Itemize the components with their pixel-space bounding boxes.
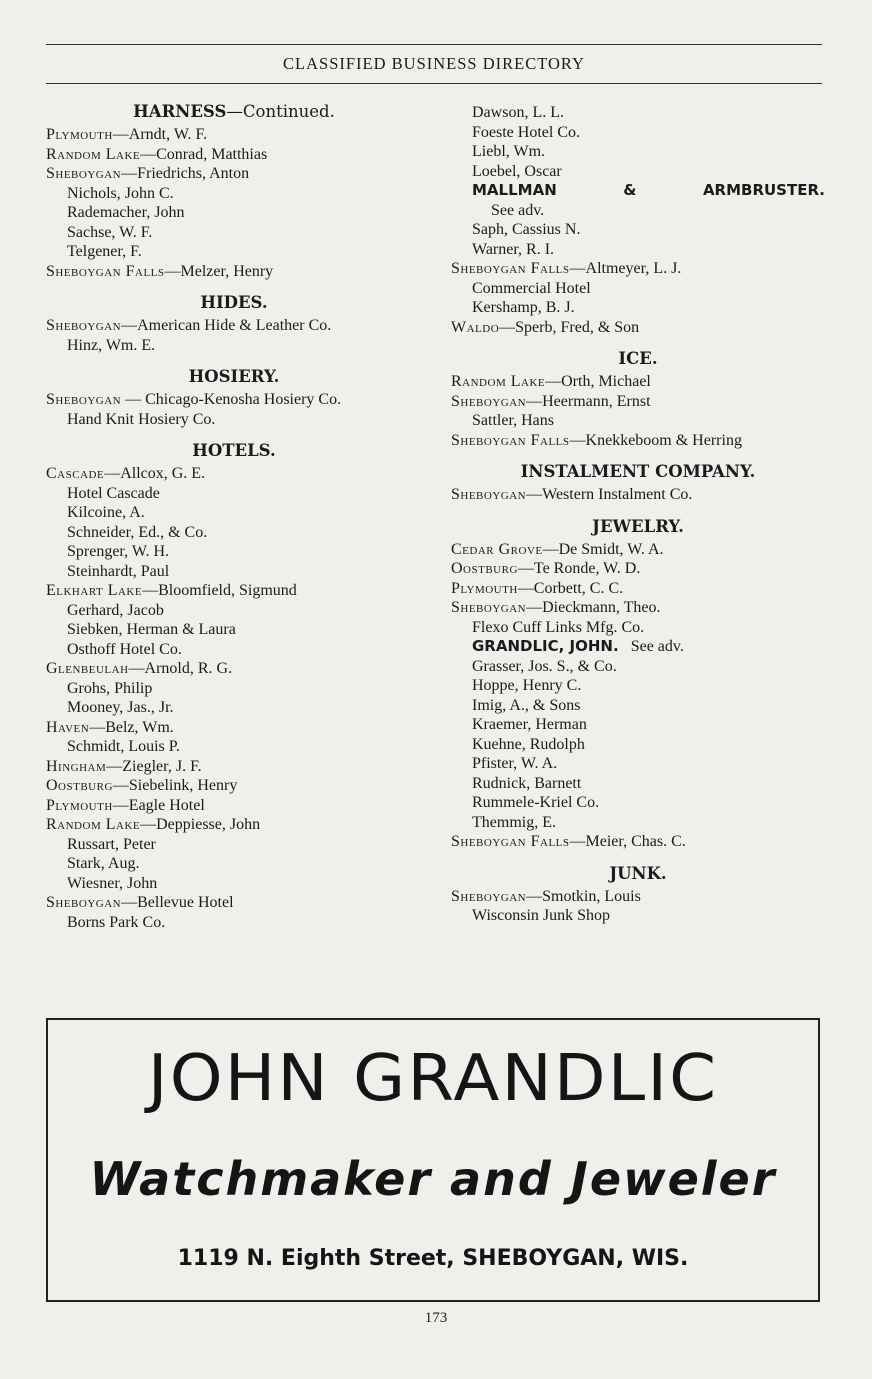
list-item: Random Lake—Orth, Michael — [451, 373, 651, 390]
section-heading-harness: HARNESS—Continued. — [133, 102, 335, 121]
list-item: Commercial Hotel — [472, 279, 591, 297]
section-heading-jewelry: JEWELRY. — [592, 516, 684, 536]
list-item: Sheboygan—Heermann, Ernst — [451, 392, 651, 410]
list-item: Telgener, F. — [67, 243, 142, 260]
list-item: Stark, Aug. — [67, 855, 140, 872]
list-item: Sattler, Hans — [472, 412, 555, 429]
list-item: Sheboygan—Friedrichs, Anton — [46, 165, 250, 182]
list-item: Kraemer, Herman — [472, 716, 587, 733]
list-item: Grasser, Jos. S., & Co. — [472, 657, 617, 675]
list-item: See adv. — [491, 201, 545, 219]
list-item: Plymouth—Corbett, C. C. — [451, 579, 624, 597]
list-item: Elkhart Lake—Bloomfield, Sigmund — [46, 582, 297, 599]
list-item: Osthoff Hotel Co. — [67, 640, 182, 658]
list-item: GRANDLIC, JOHN. See adv. — [472, 637, 684, 655]
list-item: Sachse, W. F. — [67, 223, 153, 241]
list-item: Hand Knit Hosiery Co. — [67, 410, 216, 428]
list-item: Rudnick, Barnett — [472, 774, 582, 792]
list-item: Grohs, Philip — [67, 679, 153, 697]
list-item: Russart, Peter — [67, 835, 156, 853]
list-item: Hinz, Wm. E. — [67, 336, 156, 354]
ad-address: 1119 N. Eighth Street, SHEBOYGAN, WIS. — [177, 1246, 689, 1271]
ad-business-name: JOHN GRANDLIC — [147, 1042, 719, 1116]
list-item: Sheboygan—Smotkin, Louis — [451, 887, 641, 905]
list-item: Liebl, Wm. — [472, 143, 546, 160]
list-item: Random Lake—Deppiesse, John — [46, 816, 261, 833]
list-item: MALLMAN & ARMBRUSTER. — [472, 181, 825, 199]
list-item: Plymouth—Eagle Hotel — [46, 796, 205, 814]
list-item: Schmidt, Louis P. — [67, 738, 180, 755]
list-item: Sprenger, W. H. — [67, 543, 170, 560]
list-item: Sheboygan—Bellevue Hotel — [46, 894, 234, 911]
list-item: Imig, A., & Sons — [472, 696, 581, 714]
list-item: Warner, R. I. — [472, 240, 555, 258]
section-heading-hosiery: HOSIERY. — [188, 367, 280, 386]
list-item: Borns Park Co. — [67, 913, 166, 931]
page-header: CLASSIFIED BUSINESS DIRECTORY — [46, 44, 822, 84]
advertisement-box — [46, 1018, 820, 1302]
list-item: Cedar Grove—De Smidt, W. A. — [451, 540, 664, 558]
section-heading-hotels: HOTELS. — [192, 441, 276, 460]
list-item: Schneider, Ed., & Co. — [67, 523, 208, 541]
right-column — [451, 100, 825, 926]
section-heading-ice: ICE. — [618, 349, 658, 368]
list-item: Loebel, Oscar — [472, 162, 562, 180]
list-item: Wisconsin Junk Shop — [472, 907, 611, 924]
list-item: Kershamp, B. J. — [472, 299, 575, 316]
list-item: Foeste Hotel Co. — [472, 123, 580, 141]
list-item: Nichols, John C. — [67, 184, 174, 202]
list-item: Oostburg—Te Ronde, W. D. — [451, 560, 641, 577]
list-item: Waldo—Sperb, Fred, & Son — [451, 318, 640, 336]
list-item: Sheboygan Falls—Melzer, Henry — [46, 262, 274, 280]
list-item: Kuehne, Rudolph — [472, 735, 585, 753]
list-item: Mooney, Jas., Jr. — [67, 699, 174, 716]
list-item: Rademacher, John — [67, 204, 185, 221]
list-item: Cascade—Allcox, G. E. — [46, 465, 206, 482]
list-item: Sheboygan Falls—Altmeyer, L. J. — [451, 260, 682, 277]
list-item: Steinhardt, Paul — [67, 562, 170, 580]
list-item: Sheboygan—Dieckmann, Theo. — [451, 599, 661, 616]
list-item: Rummele-Kriel Co. — [472, 794, 600, 811]
list-item: Sheboygan Falls—Meier, Chas. C. — [451, 833, 686, 850]
list-item: Sheboygan — Chicago-Kenosha Hosiery Co. — [46, 391, 342, 408]
list-item: Haven—Belz, Wm. — [46, 718, 174, 736]
list-item: Hingham—Ziegler, J. F. — [46, 757, 202, 775]
list-item: Kilcoine, A. — [67, 504, 145, 521]
list-item: Gerhard, Jacob — [67, 601, 164, 619]
list-item: Hoppe, Henry C. — [472, 677, 582, 694]
list-item: Dawson, L. L. — [472, 104, 564, 121]
list-item: Sheboygan—Western Instalment Co. — [451, 486, 693, 503]
list-item: Sheboygan—American Hide & Leather Co. — [46, 317, 332, 334]
list-item: Pfister, W. A. — [472, 755, 558, 772]
list-item: Glenbeulah—Arnold, R. G. — [46, 660, 233, 677]
list-item: Flexo Cuff Links Mfg. Co. — [472, 618, 645, 636]
list-item: Oostburg—Siebelink, Henry — [46, 777, 238, 794]
list-item: Saph, Cassius N. — [472, 221, 581, 238]
section-heading-junk: JUNK. — [609, 863, 667, 883]
section-heading-hides: HIDES. — [200, 293, 268, 312]
list-item: Themmig, E. — [472, 813, 556, 831]
left-column — [46, 100, 422, 932]
list-item: Plymouth—Arndt, W. F. — [46, 126, 208, 143]
list-item: Random Lake—Conrad, Matthias — [46, 145, 268, 163]
section-heading-instalment: INSTALMENT COMPANY. — [520, 462, 756, 481]
ad-subtitle: Watchmaker and Jeweler — [89, 1152, 777, 1206]
list-item: Wiesner, John — [67, 874, 158, 892]
page-number: 173 — [424, 1310, 448, 1326]
list-item: Hotel Cascade — [67, 484, 160, 502]
list-item: Siebken, Herman & Laura — [67, 621, 236, 638]
list-item: Sheboygan Falls—Knekkeboom & Herring — [451, 431, 742, 449]
